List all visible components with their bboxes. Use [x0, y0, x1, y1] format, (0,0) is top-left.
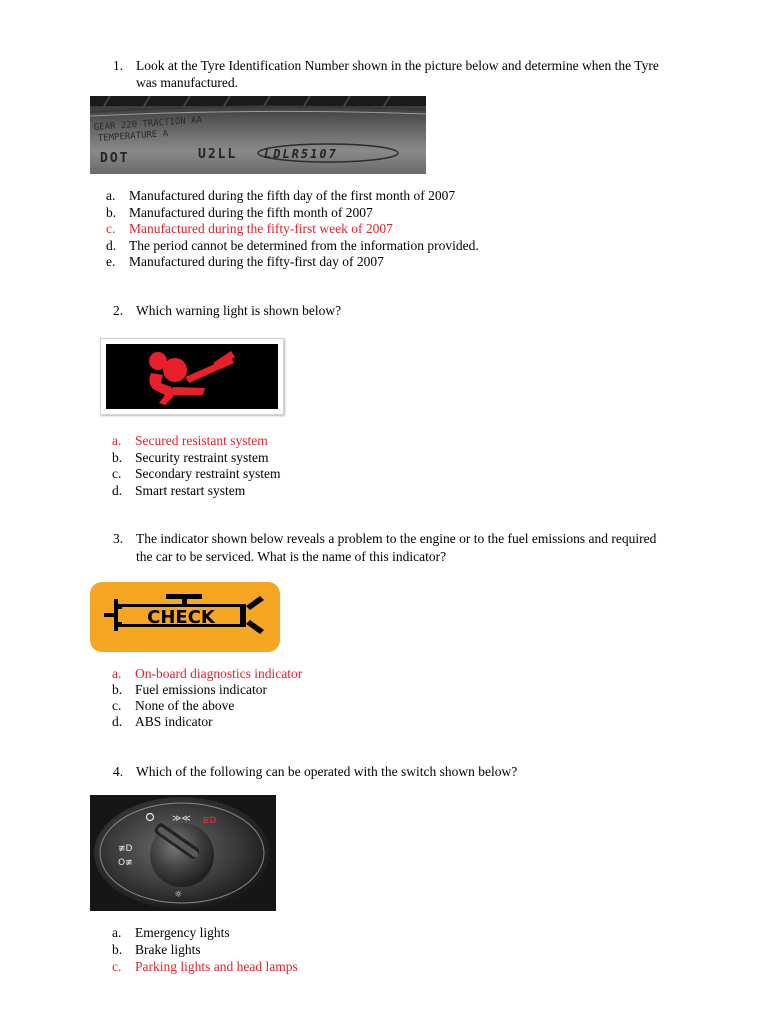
question-text: The indicator shown below reveals a problem to the engine or to the fuel emissions and required [136, 531, 657, 546]
svg-text:≣D: ≣D [202, 816, 217, 826]
option-letter: a. [106, 188, 116, 203]
light-switch-image [90, 795, 276, 911]
option-text: Brake lights [135, 942, 201, 957]
option-letter: a. [112, 433, 122, 448]
option-letter: b. [112, 942, 123, 957]
question-number: 4. [113, 764, 124, 779]
option-letter: d. [112, 483, 123, 498]
question-text: Look at the Tyre Identification Number shown in the picture below and determine when the Tyre [136, 58, 659, 73]
svg-text:O≢: O≢ [118, 858, 133, 868]
option-text: Secondary restraint system [135, 466, 281, 481]
option-text: Fuel emissions indicator [135, 682, 267, 697]
option-letter: b. [112, 450, 123, 465]
tyre-dot-text: DOT [100, 151, 130, 166]
svg-text:≫≪: ≫≪ [172, 814, 191, 824]
option-letter: d. [112, 714, 123, 729]
option-text: None of the above [135, 698, 235, 713]
option-text: Manufactured during the fifth day of the first month of 2007 [129, 188, 456, 203]
option-letter: e. [106, 254, 116, 269]
question-text-cont: was manufactured. [136, 75, 238, 90]
option-text: On-board diagnostics indicator [135, 666, 303, 681]
option-letter: a. [112, 925, 122, 940]
option-text: Emergency lights [135, 925, 230, 940]
option-text: Manufactured during the fifty-first week of 2007 [129, 221, 393, 236]
option-letter: c. [112, 959, 122, 974]
option-text: ABS indicator [135, 714, 213, 729]
option-letter: b. [106, 205, 117, 220]
tyre-sidewall-image [90, 96, 426, 174]
option-text: Manufactured during the fifth month of 2007 [129, 205, 373, 220]
option-letter: c. [112, 466, 122, 481]
tyre-code2-text: LDLR5107 [264, 147, 338, 161]
question-text: Which of the following can be operated with the switch shown below? [136, 764, 518, 779]
option-text: The period cannot be determined from the information provided. [129, 238, 479, 253]
option-letter: d. [106, 238, 117, 253]
option-letter: b. [112, 682, 123, 697]
check-label: CHECK [147, 607, 215, 628]
question-number: 1. [113, 58, 124, 73]
question-number: 3. [113, 531, 124, 546]
option-text: Security restraint system [135, 450, 269, 465]
option-text: Manufactured during the fifty-first day of 2007 [129, 254, 384, 269]
airbag-warning-image [100, 338, 284, 415]
option-text: Secured resistant system [135, 433, 268, 448]
question-text: Which warning light is shown below? [136, 303, 342, 318]
option-letter: a. [112, 666, 122, 681]
check-engine-image [90, 582, 280, 652]
svg-text:☼: ☼ [174, 890, 183, 900]
tyre-text-line2: TEMPERATURE A [97, 129, 169, 144]
option-text: Smart restart system [135, 483, 246, 498]
svg-text:≢D: ≢D [118, 844, 133, 854]
question-text-cont: the car to be serviced. What is the name of this indicator? [136, 549, 447, 564]
question-number: 2. [113, 303, 124, 318]
option-letter: c. [112, 698, 122, 713]
tyre-code1-text: U2LL [198, 147, 238, 162]
tyre-text-line1: GEAR 220 TRACTION AA [93, 115, 203, 133]
option-text: Parking lights and head lamps [135, 959, 298, 974]
option-letter: c. [106, 221, 116, 236]
